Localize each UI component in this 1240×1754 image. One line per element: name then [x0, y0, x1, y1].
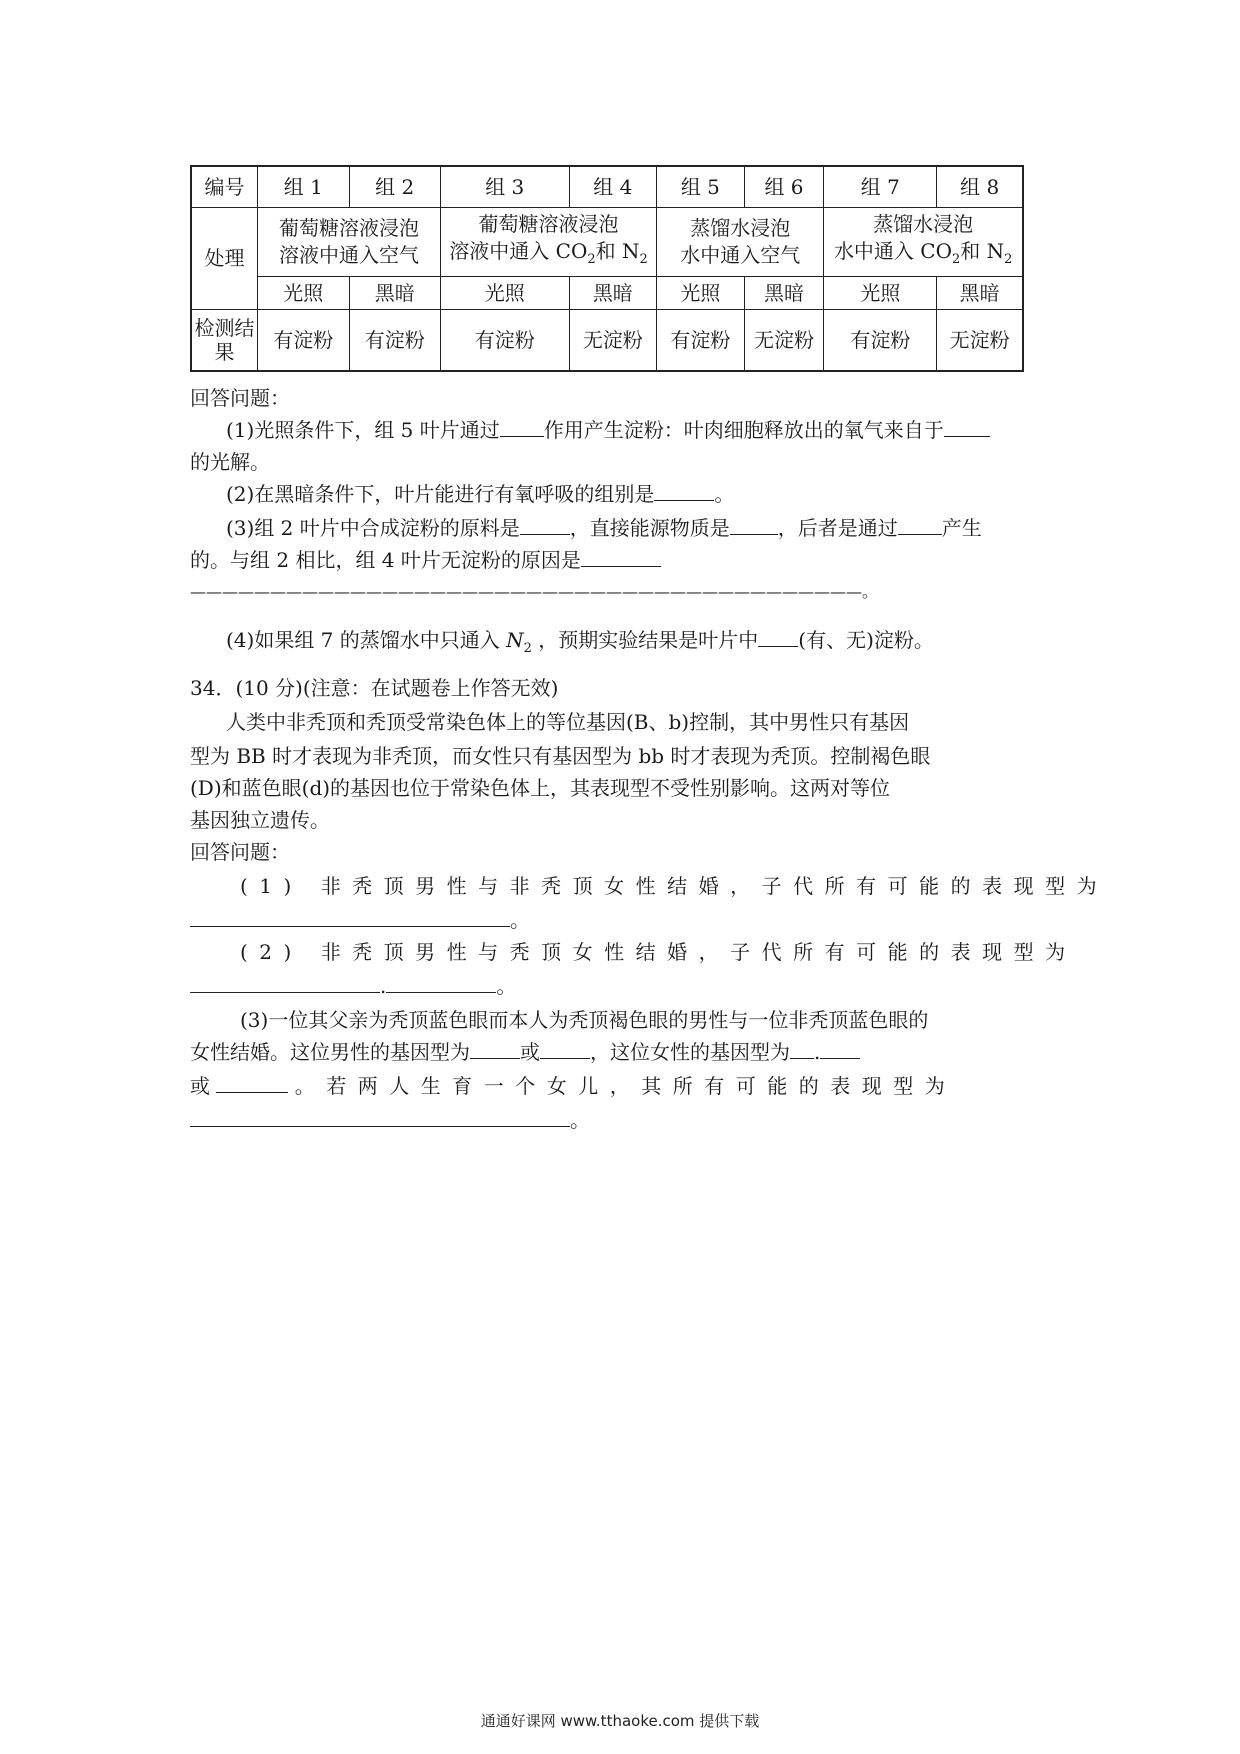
answer-blank[interactable] [790, 1038, 814, 1059]
table-cell: 组 3 [440, 166, 569, 208]
question-34-part-3: (3)一位其父亲为秃顶蓝色眼而本人为秃顶褐色眼的男性与一位非秃顶蓝色眼的 [240, 1008, 929, 1032]
answer-blank[interactable] [520, 514, 570, 535]
answer-blank[interactable] [540, 1038, 590, 1059]
question-part-2: (2)在黑暗条件下，叶片能进行有氧呼吸的组别是 。 [226, 482, 735, 506]
table-cell: 组 2 [349, 166, 440, 208]
table-cell [824, 208, 1023, 277]
table-row [191, 277, 1023, 310]
answer-blank[interactable] [190, 972, 380, 993]
answer-blank[interactable] [190, 906, 510, 927]
question-34-part-1-answer: 。 [190, 904, 1060, 936]
question-34-intro: 基因独立遗传。 [190, 808, 330, 832]
answer-blank[interactable] [758, 626, 798, 647]
answer-blank[interactable] [730, 514, 778, 535]
table-row [191, 208, 1023, 277]
answer-blank[interactable] [820, 1038, 860, 1059]
question-34-part-3-answer: 。 [190, 1104, 1060, 1136]
table-cell [258, 208, 441, 277]
treatment-line: 水中通入空气 [680, 243, 801, 267]
treatment-line: 水中通入 $CO_2$和 $N_2$ [833, 239, 1013, 267]
treatment-line: 蒸馏水浸泡 [690, 216, 791, 240]
question-34-part-3-line3: 或 。若两人生育一个女儿，其所有可能的表现型为 [190, 1074, 957, 1098]
answer-blank[interactable] [581, 546, 661, 567]
question-34-intro: 型为 BB 时才表现为非秃顶，而女性只有基因型为 bb 时才表现为秃顶。控制褐色眼 [190, 744, 931, 768]
table-cell: 黑暗 [744, 277, 824, 310]
table-cell: 有淀粉 [258, 310, 349, 372]
answer-dash-line: ——————————————————————————————————————————。 [190, 582, 878, 601]
treatment-line: 葡萄糖溶液浸泡 [279, 216, 419, 240]
treatment-line: 溶液中通入空气 [279, 243, 419, 267]
table-cell: 组 4 [569, 166, 657, 208]
question-part-4: (4)如果组 7 的蒸馏水中只通入 $N_2$ ，预期实验结果是叶片中 (有、无)淀粉。 [226, 628, 934, 656]
answer-blank[interactable] [386, 972, 496, 993]
table-cell: 组 1 [258, 166, 349, 208]
table-cell: 黑暗 [569, 277, 657, 310]
table-cell: 组 7 [824, 166, 937, 208]
table-cell: 黑暗 [937, 277, 1023, 310]
question-34-part-1: (1) 非秃顶男性与非秃顶女性结婚，子代所有可能的表现型为 [240, 874, 1109, 898]
question-34-part-3-line2: 女性结婚。这位男性的基因型为 或 ，这位女性的基因型为 . [190, 1036, 1060, 1068]
answer-blank[interactable] [500, 416, 544, 437]
footer-source: 通通好课网 www.tthaoke.com 提供下载 [480, 1712, 760, 1730]
question-34-title: 34．(10 分)(注意：在试题卷上作答无效) [190, 676, 559, 700]
table-cell [440, 208, 656, 277]
treatment-line: 葡萄糖溶液浸泡 [478, 212, 619, 236]
table-cell: 光照 [824, 277, 937, 310]
answer-blank[interactable] [470, 1038, 520, 1059]
table-cell: 检测结果 [191, 310, 258, 372]
table-cell: 组 6 [744, 166, 824, 208]
answer-blank[interactable] [898, 514, 942, 535]
question-34-intro: 人类中非秃顶和秃顶受常染色体上的等位基因(B、b)控制，其中男性只有基因 [226, 710, 910, 734]
table-cell: 有淀粉 [440, 310, 569, 372]
table-row [191, 310, 1023, 372]
table-cell: 有淀粉 [824, 310, 937, 372]
table-cell: 编号 [191, 166, 258, 208]
table-cell [657, 208, 824, 277]
question-part-1: (1)光照条件下，组 5 叶片通过 作用产生淀粉：叶肉细胞释放出的氧气来自于 [226, 414, 1096, 446]
table-cell: 组 8 [937, 166, 1023, 208]
table-cell: 光照 [258, 277, 349, 310]
answer-heading: 回答问题： [190, 840, 290, 864]
answer-blank[interactable] [654, 480, 714, 501]
answer-blank[interactable] [190, 1106, 570, 1127]
table-cell: 组 5 [657, 166, 745, 208]
question-34-intro: (D)和蓝色眼(d)的基因也位于常染色体上，其表现型不受性别影响。这两对等位 [190, 776, 891, 800]
treatment-line: 蒸馏水浸泡 [873, 212, 974, 236]
question-34-part-2: (2) 非秃顶男性与秃顶女性结婚，子代所有可能的表现型为 [240, 940, 1077, 964]
question-part-3: (3)组 2 叶片中合成淀粉的原料是 ，直接能源物质是 ，后者是通过 产生 [226, 516, 982, 540]
table-cell: 黑暗 [349, 277, 440, 310]
answer-blank[interactable] [944, 416, 990, 437]
table-cell: 处理 [191, 208, 258, 310]
table-cell: 有淀粉 [657, 310, 745, 372]
table-cell: 光照 [440, 277, 569, 310]
question-part-3-cont: 的。与组 2 相比，组 4 叶片无淀粉的原因是 [190, 544, 1060, 576]
experiment-table [190, 165, 1024, 372]
answer-blank[interactable] [216, 1072, 288, 1093]
table-cell: 光照 [657, 277, 745, 310]
question-part-1-cont: 的光解。 [190, 450, 270, 474]
table-cell: 无淀粉 [744, 310, 824, 372]
table-cell: 无淀粉 [937, 310, 1023, 372]
table-row [191, 166, 1023, 208]
table-cell: 无淀粉 [569, 310, 657, 372]
treatment-line: 溶液中通入 $CO_2$和 $N_2$ [449, 239, 648, 267]
question-34-part-2-answer: . 。 [190, 970, 1060, 1002]
table-cell: 有淀粉 [349, 310, 440, 372]
answer-heading: 回答问题： [190, 386, 290, 410]
